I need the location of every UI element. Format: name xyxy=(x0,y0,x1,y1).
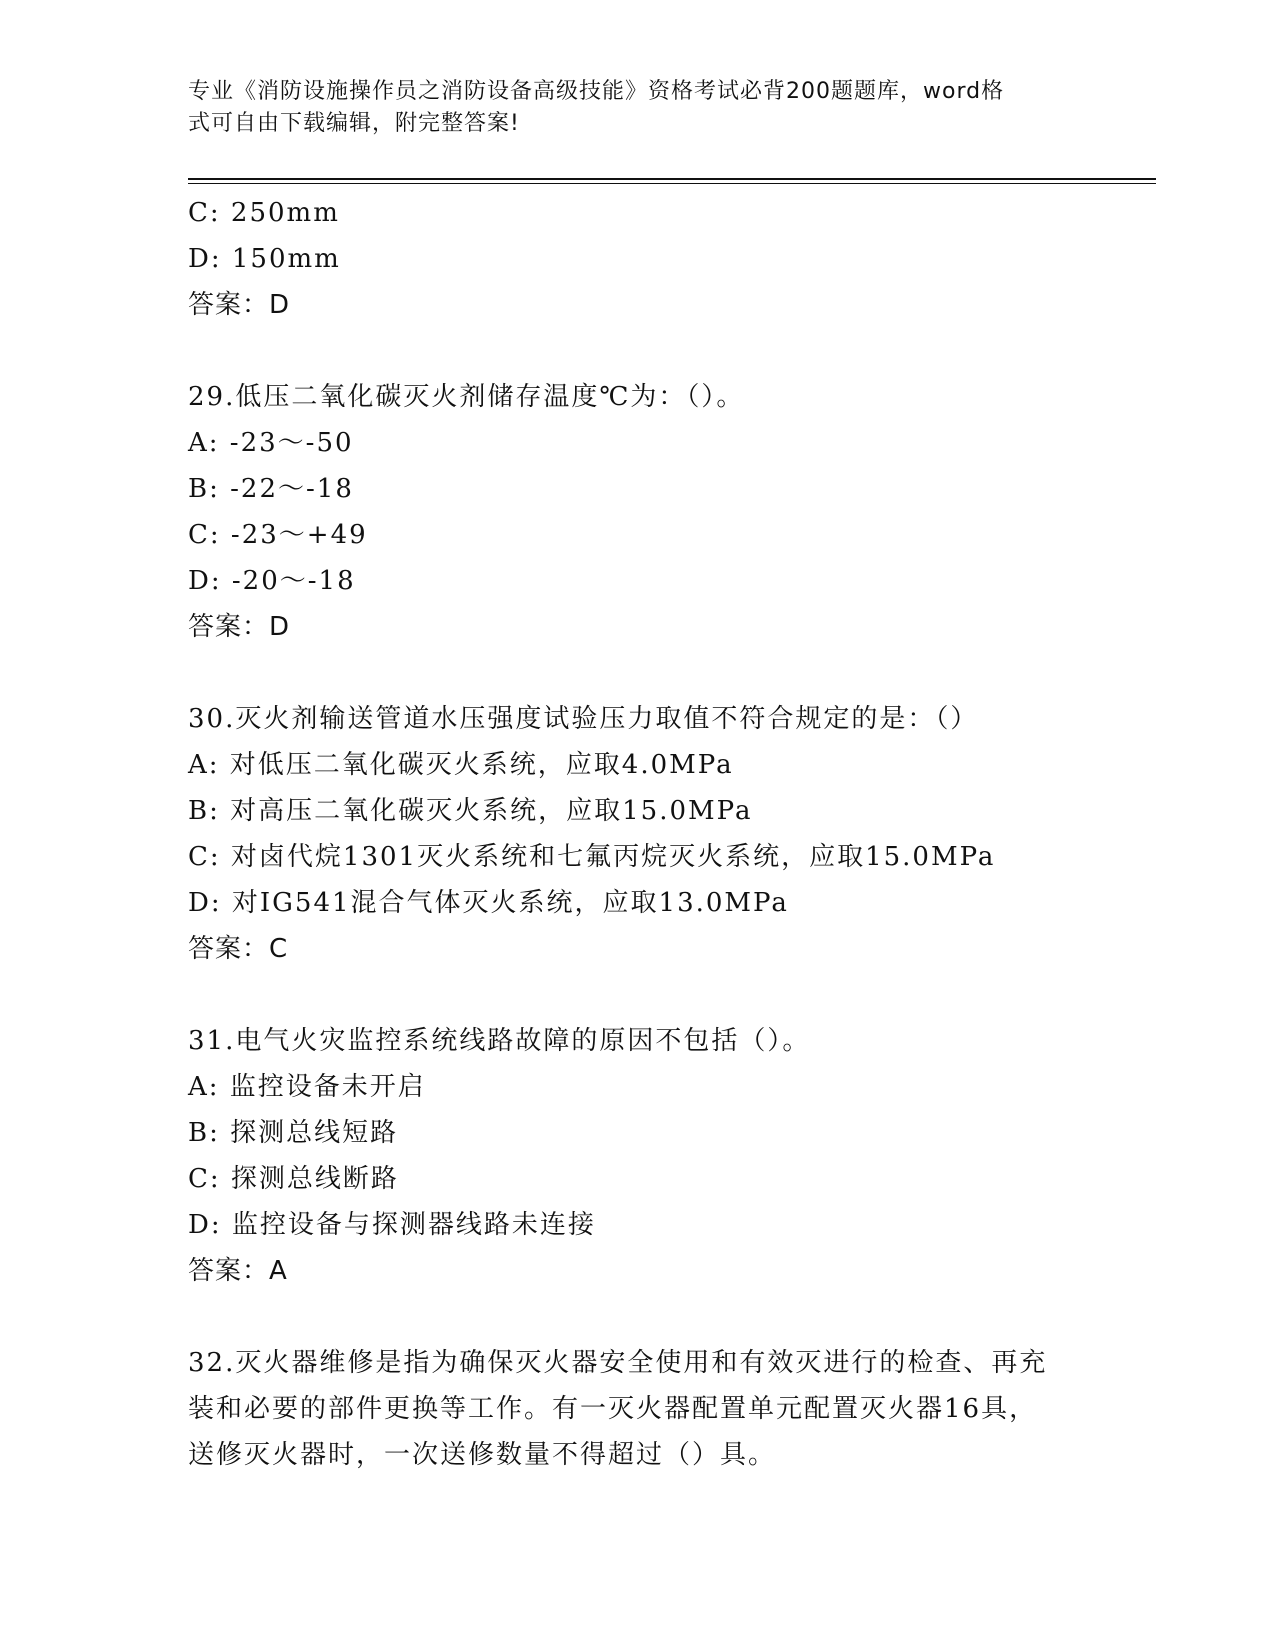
spacer xyxy=(188,328,1088,374)
option-b: B: 探测总线短路 xyxy=(188,1118,399,1148)
option-a: A: 对低压二氧化碳灭火系统，应取4.0MPa xyxy=(188,750,734,780)
answer-line: 答案：C xyxy=(188,934,289,964)
answer-line: 答案：D xyxy=(188,612,291,642)
option-c: C: 250mm xyxy=(188,198,340,228)
question-text-line-1: 32.灭火器维修是指为确保灭火器安全使用和有效灭进行的检查、再充 xyxy=(188,1348,1048,1378)
option-d: D: 监控设备与探测器线路未连接 xyxy=(188,1210,596,1240)
header-divider-thin xyxy=(188,183,1156,184)
option-a: A: 监控设备未开启 xyxy=(188,1072,426,1102)
option-a: A: -23～-50 xyxy=(188,428,354,458)
option-c: C: 探测总线断路 xyxy=(188,1164,399,1194)
option-d: D: 150mm xyxy=(188,244,341,274)
question-block-28 xyxy=(188,190,1088,328)
option-c: C: 对卤代烷1301灭火系统和七氟丙烷灭火系统，应取15.0MPa xyxy=(188,842,996,872)
question-list xyxy=(188,190,1088,1478)
answer-line: 答案：A xyxy=(188,1256,288,1286)
header-line-1: 专业《消防设施操作员之消防设备高级技能》资格考试必背200题题库，word格 xyxy=(188,79,1005,104)
option-b: B: -22～-18 xyxy=(188,474,354,504)
question-text: 30.灭火剂输送管道水压强度试验压力取值不符合规定的是：（） xyxy=(188,704,979,734)
question-block-31 xyxy=(188,1018,1088,1294)
header-line-2: 式可自由下载编辑，附完整答案! xyxy=(188,111,520,136)
question-block-29 xyxy=(188,374,1088,650)
question-block-32 xyxy=(188,1340,1088,1478)
option-b: B: 对高压二氧化碳灭火系统，应取15.0MPa xyxy=(188,796,753,826)
header-divider-thick xyxy=(188,178,1156,180)
question-text: 29.低压二氧化碳灭火剂储存温度℃为：（）。 xyxy=(188,382,745,412)
question-text: 31.电气火灾监控系统线路故障的原因不包括（）。 xyxy=(188,1026,811,1056)
question-block-30 xyxy=(188,696,1088,972)
spacer xyxy=(188,972,1088,1018)
option-c: C: -23～+49 xyxy=(188,520,368,550)
question-text-line-2: 装和必要的部件更换等工作。有一灭火器配置单元配置灭火器16具， xyxy=(188,1394,1038,1424)
spacer xyxy=(188,650,1088,696)
question-text-line-3: 送修灭火器时，一次送修数量不得超过（）具。 xyxy=(188,1440,777,1470)
answer-line: 答案：D xyxy=(188,290,291,320)
spacer xyxy=(188,1294,1088,1340)
option-d: D: 对IG541混合气体灭火系统，应取13.0MPa xyxy=(188,888,789,918)
option-d: D: -20～-18 xyxy=(188,566,356,596)
document-header xyxy=(188,76,1088,140)
